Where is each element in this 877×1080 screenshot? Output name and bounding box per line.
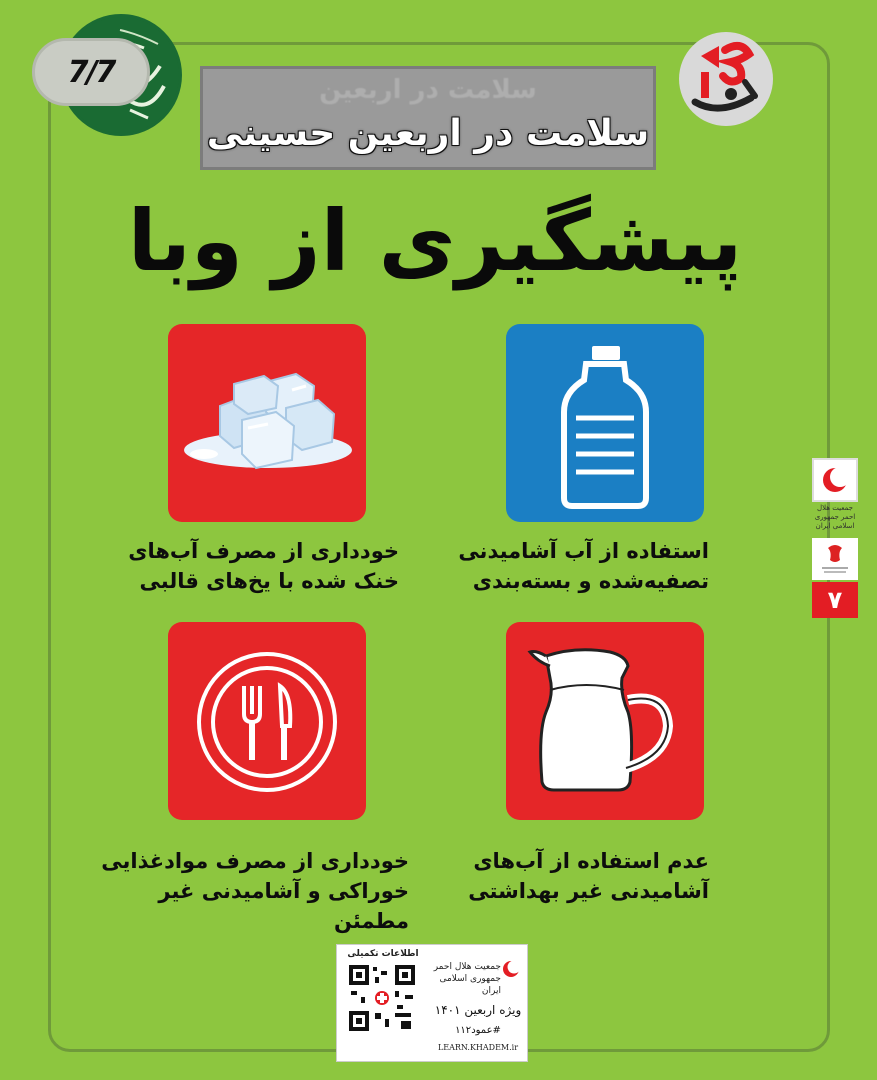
subtitle-banner <box>200 66 656 170</box>
tip-4-line-1: خودداری از مصرف موادغذایی <box>101 849 409 873</box>
info-card <box>336 944 528 1062</box>
tip-4-line-3: مطمئن <box>333 909 409 933</box>
subtitle-text: سلامت در اربعین حسینی <box>206 113 650 154</box>
tip-3-line-1: عدم استفاده از آب‌های <box>473 849 709 873</box>
tip-caption-4 <box>101 846 409 936</box>
emblem-icon <box>812 538 858 580</box>
side-org-name: جمعیت هلال احمر جمهوری اسلامی ایران <box>814 504 856 530</box>
ice-cubes-tile <box>168 324 366 522</box>
tip-caption-3 <box>468 846 709 906</box>
plate-fork-knife-icon <box>168 622 366 820</box>
tip-2-line-2: خنک شده با یخ‌های قالبی <box>139 569 399 593</box>
red-crescent-icon <box>812 458 858 502</box>
qr-code-icon[interactable] <box>347 963 417 1033</box>
side-strip <box>812 458 858 618</box>
card-header: اطلاعات تکمیلی <box>347 949 419 959</box>
tip-4-line-2: خوراکی و آشامیدنی غیر <box>158 879 409 903</box>
page-title: پیشگیری از وبا <box>127 192 743 290</box>
tip-3-line-2: آشامیدنی غیر بهداشتی <box>468 879 709 903</box>
subtitle-ghost-text: سلامت در اربعین <box>319 75 537 105</box>
ice-cubes-icon <box>168 324 366 522</box>
tip-1-line-2: تصفیه‌شده و بسته‌بندی <box>472 569 709 593</box>
amood-112-logo <box>679 32 773 126</box>
page-counter <box>32 38 150 106</box>
water-bottle-icon <box>506 324 704 522</box>
water-bottle-tile <box>506 324 704 522</box>
tip-caption-2 <box>128 536 399 596</box>
page-counter-text: 7/7 <box>67 54 115 90</box>
tip-1-line-1: استفاده از آب آشامیدنی <box>458 539 709 563</box>
card-hashtag: #عمود۱۱۲ <box>455 1025 501 1036</box>
tip-2-line-1: خودداری از مصرف آب‌های <box>128 539 399 563</box>
card-org-name: جمعیت هلال احمر جمهوری اسلامی ایران <box>433 962 501 996</box>
pitcher-tile <box>506 622 704 820</box>
plate-tile <box>168 622 366 820</box>
card-edition: ویژه اربعین ۱۴۰۱ <box>434 1003 522 1017</box>
card-url[interactable]: LEARN.KHADEM.ir <box>437 1043 519 1052</box>
pitcher-icon <box>506 622 704 820</box>
tip-caption-1 <box>458 536 709 596</box>
side-number: ۷ <box>812 582 858 618</box>
